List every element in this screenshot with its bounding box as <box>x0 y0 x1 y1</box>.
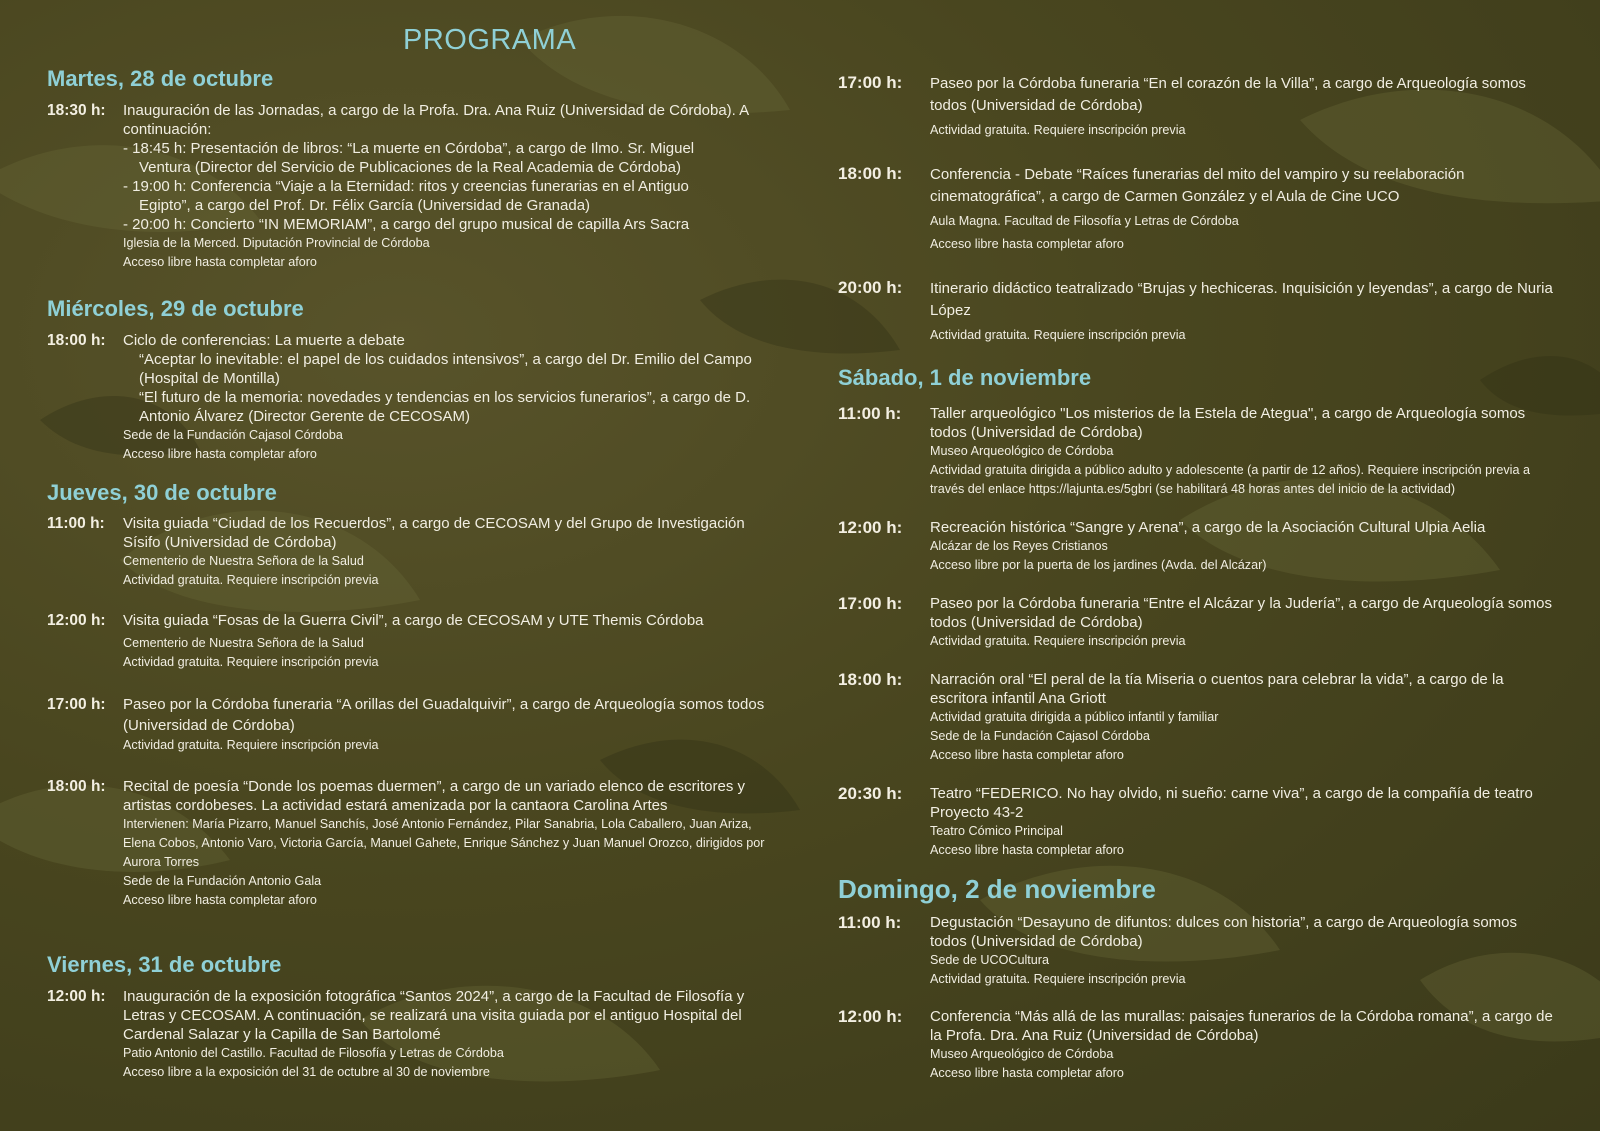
event-time: 17:00 h: <box>838 594 903 613</box>
event-description: Conferencia - Debate “Raíces funerarias del mito del vampiro y su reelaboración cinematográfica”, a cargo de Carmen González y el Aula de Cine UCO <box>930 166 1465 205</box>
event-time: 18:00 h: <box>838 164 903 183</box>
event-viernes-1700 <box>838 73 1556 140</box>
event-access: Actividad gratuita. Requiere inscripción previa <box>930 972 1186 986</box>
event-time: 18:00 h: <box>838 670 903 689</box>
event-jueves-1100 <box>47 514 767 590</box>
event-subitem: “El futuro de la memoria: novedades y tendencias en los servicios funerarios”, a cargo de D. Antonio Álvarez (Director Gerente de CECOSAM) <box>139 389 751 425</box>
event-access: Actividad gratuita. Requiere inscripción previa <box>930 123 1186 137</box>
event-time: 12:00 h: <box>47 612 106 629</box>
event-subitem <box>123 177 767 215</box>
event-time: 17:00 h: <box>47 696 106 713</box>
event-access: Actividad gratuita. Requiere inscripción previa <box>123 573 379 587</box>
event-access: Actividad gratuita. Requiere inscripción previa <box>123 655 379 669</box>
event-venue: Iglesia de la Merced. Diputación Provincial de Córdoba <box>123 236 430 250</box>
subitem-line: Egipto”, a cargo del Prof. Dr. Félix García (Universidad de Granada) <box>139 197 591 214</box>
event-access: Actividad gratuita. Requiere inscripción previa <box>930 328 1186 342</box>
event-domingo-1200 <box>838 1007 1556 1083</box>
event-time: 11:00 h: <box>838 913 902 932</box>
event-access: Acceso libre hasta completar aforo <box>123 447 317 461</box>
event-description: Visita guiada “Fosas de la Guerra Civil”, a cargo de CECOSAM y UTE Themis Córdoba <box>123 612 704 629</box>
day-heading-domingo: Domingo, 2 de noviembre <box>838 874 1156 904</box>
event-access: Actividad gratuita. Requiere inscripción previa <box>930 634 1186 648</box>
event-description: Itinerario didáctico teatralizado “Brujas y hechiceras. Inquisición y leyendas”, a cargo de Nuria López <box>930 280 1553 319</box>
event-martes-1830 <box>47 101 767 272</box>
event-description: Paseo por la Córdoba funeraria “A orillas del Guadalquivir”, a cargo de Arqueología somos todos (Universidad de Córdoba) <box>123 696 765 734</box>
event-time: 18:00 h: <box>47 778 106 795</box>
event-description: Degustación “Desayuno de difuntos: dulces con historia”, a cargo de Arqueología somos todos (Universidad de Córdoba) <box>930 914 1518 950</box>
event-venue: Cementerio de Nuestra Señora de la Salud <box>123 636 364 650</box>
event-venue: Sede de la Fundación Cajasol Córdoba <box>123 428 343 442</box>
event-subitem <box>123 139 767 177</box>
event-jueves-1700 <box>47 695 767 755</box>
event-viernes-2000 <box>838 278 1556 345</box>
event-description: Teatro “FEDERICO. No hay olvido, ni sueño: carne viva”, a cargo de la compañía de teatro Proyecto 43-2 <box>930 785 1533 821</box>
day-heading-sabado: Sábado, 1 de noviembre <box>838 365 1092 390</box>
event-subitem: “Aceptar lo inevitable: el papel de los cuidados intensivos”, a cargo del Dr. Emilio del Campo (Hospital de Montilla) <box>139 351 752 387</box>
event-description: Taller arqueológico "Los misterios de la Estela de Ategua", a cargo de Arqueología somos todos (Universidad de Córdoba) <box>930 405 1526 441</box>
event-description: Recreación histórica “Sangre y Arena”, a cargo de la Asociación Cultural Ulpia Aelia <box>930 519 1486 536</box>
event-time: 12:00 h: <box>47 988 106 1005</box>
event-miercoles-1800 <box>47 331 767 464</box>
event-domingo-1100 <box>838 913 1556 989</box>
event-access: Acceso libre hasta completar aforo <box>123 893 317 907</box>
event-description: Visita guiada “Ciudad de los Recuerdos”, a cargo de CECOSAM y del Grupo de Investigación Sísifo (Universidad de Córdoba) <box>123 515 745 551</box>
event-description: Narración oral “El peral de la tía Miseria o cuentos para celebrar la vida”, a cargo de la escritora infantil Ana Griott <box>930 671 1504 707</box>
subitem-line: - 19:00 h: Conferencia “Viaje a la Eternidad: ritos y creencias funerarias en el Antiguo <box>123 178 689 195</box>
event-access: Actividad gratuita dirigida a público adulto y adolescente (a partir de 12 años). Requiere inscripción previa a través del enlace https://lajunta.es/5gbri (se habilitará 48 horas antes del inicio de la actividad) <box>930 463 1530 496</box>
event-venue: Alcázar de los Reyes Cristianos <box>930 539 1108 553</box>
event-venue: Museo Arqueológico de Córdoba <box>930 444 1114 458</box>
event-description: Inauguración de la exposición fotográfica “Santos 2024”, a cargo de la Facultad de Filosofía y Letras y CECOSAM. A continuación, se realizará una visita guiada por el antiguo Hospital del Cardenal Salazar y la Capilla de San Bartolomé <box>123 988 745 1043</box>
event-venue: Teatro Cómico Principal <box>930 824 1063 838</box>
event-venue: Aula Magna. Facultad de Filosofía y Letras de Córdoba <box>930 214 1239 228</box>
day-heading-miercoles: Miércoles, 29 de octubre <box>47 296 304 321</box>
event-access: Acceso libre hasta completar aforo <box>930 1066 1124 1080</box>
day-heading-martes: Martes, 28 de octubre <box>47 66 274 91</box>
event-sabado-1200 <box>838 518 1556 575</box>
event-venue: Cementerio de Nuestra Señora de la Salud <box>123 554 364 568</box>
event-time: 12:00 h: <box>838 1007 903 1026</box>
event-access: Acceso libre por la puerta de los jardines (Avda. del Alcázar) <box>930 558 1267 572</box>
subitem-line: Ventura (Director del Servicio de Publicaciones de la Real Academia de Córdoba) <box>139 159 681 176</box>
event-venue: Sede de la Fundación Antonio Gala <box>123 874 322 888</box>
event-time: 20:30 h: <box>838 784 903 803</box>
event-venue: Patio Antonio del Castillo. Facultad de Filosofía y Letras de Córdoba <box>123 1046 504 1060</box>
event-audience: Actividad gratuita dirigida a público infantil y familiar <box>930 710 1219 724</box>
page-title: PROGRAMA <box>403 24 577 56</box>
event-participants: Intervienen: María Pizarro, Manuel Sanchís, José Antonio Fernández, Pilar Sanabria, Lola Caballero, Juan Ariza, Elena Cobos, Antonio Varo, Victoria García, Manuel Gahete, Enrique Sánchez y Juan Manuel Orozco, dirigidos por Aurora Torres <box>123 817 765 869</box>
event-time: 17:00 h: <box>838 73 903 92</box>
event-description: Paseo por la Córdoba funeraria “Entre el Alcázar y la Judería”, a cargo de Arqueología somos todos (Universidad de Córdoba) <box>930 595 1553 631</box>
event-access: Acceso libre hasta completar aforo <box>123 255 317 269</box>
event-access: Acceso libre hasta completar aforo <box>930 748 1124 762</box>
event-access: Acceso libre a la exposición del 31 de octubre al 30 de noviembre <box>123 1065 490 1079</box>
day-heading-viernes: Viernes, 31 de octubre <box>47 952 282 977</box>
event-access: Acceso libre hasta completar aforo <box>930 843 1124 857</box>
event-venue: Museo Arqueológico de Córdoba <box>930 1047 1114 1061</box>
event-description: Recital de poesía “Donde los poemas duermen”, a cargo de un variado elenco de escritores y artistas cordobeses. La actividad estará amenizada por la cantaora Carolina Artes <box>123 778 746 814</box>
event-description: Ciclo de conferencias: La muerte a debate <box>123 332 405 349</box>
event-access: Actividad gratuita. Requiere inscripción previa <box>123 738 379 752</box>
event-time: 18:30 h: <box>47 102 106 119</box>
event-time: 11:00 h: <box>838 404 902 423</box>
event-time: 11:00 h: <box>47 515 105 532</box>
subitem-line: - 18:45 h: Presentación de libros: “La muerte en Córdoba”, a cargo de Ilmo. Sr. Miguel <box>123 140 695 157</box>
day-heading-jueves: Jueves, 30 de octubre <box>47 480 277 505</box>
event-venue: Sede de UCOCultura <box>930 953 1050 967</box>
event-sabado-1800 <box>838 670 1556 765</box>
event-viernes-1800 <box>838 164 1556 254</box>
event-jueves-1800 <box>47 777 767 910</box>
event-viernes-1200 <box>47 987 767 1082</box>
event-access: Acceso libre hasta completar aforo <box>930 237 1124 251</box>
event-description: Conferencia “Más allá de las murallas: paisajes funerarios de la Córdoba romana”, a cargo de la Profa. Dra. Ana Ruiz (Universidad de Córdoba) <box>930 1008 1553 1044</box>
event-description: Paseo por la Córdoba funeraria “En el corazón de la Villa”, a cargo de Arqueología somos todos (Universidad de Córdoba) <box>930 75 1526 114</box>
event-sabado-1100 <box>838 404 1556 499</box>
event-time: 20:00 h: <box>838 278 903 297</box>
event-time: 18:00 h: <box>47 332 106 349</box>
event-venue: Sede de la Fundación Cajasol Córdoba <box>930 729 1150 743</box>
event-sabado-2030 <box>838 784 1556 860</box>
event-subitem: - 20:00 h: Concierto “IN MEMORIAM”, a cargo del grupo musical de capilla Ars Sacra <box>123 216 690 233</box>
event-time: 12:00 h: <box>838 518 903 537</box>
event-description: Inauguración de las Jornadas, a cargo de la Profa. Dra. Ana Ruiz (Universidad de Córdoba). A continuación: <box>123 102 749 138</box>
event-sabado-1700 <box>838 594 1556 651</box>
event-jueves-1200 <box>47 611 767 672</box>
